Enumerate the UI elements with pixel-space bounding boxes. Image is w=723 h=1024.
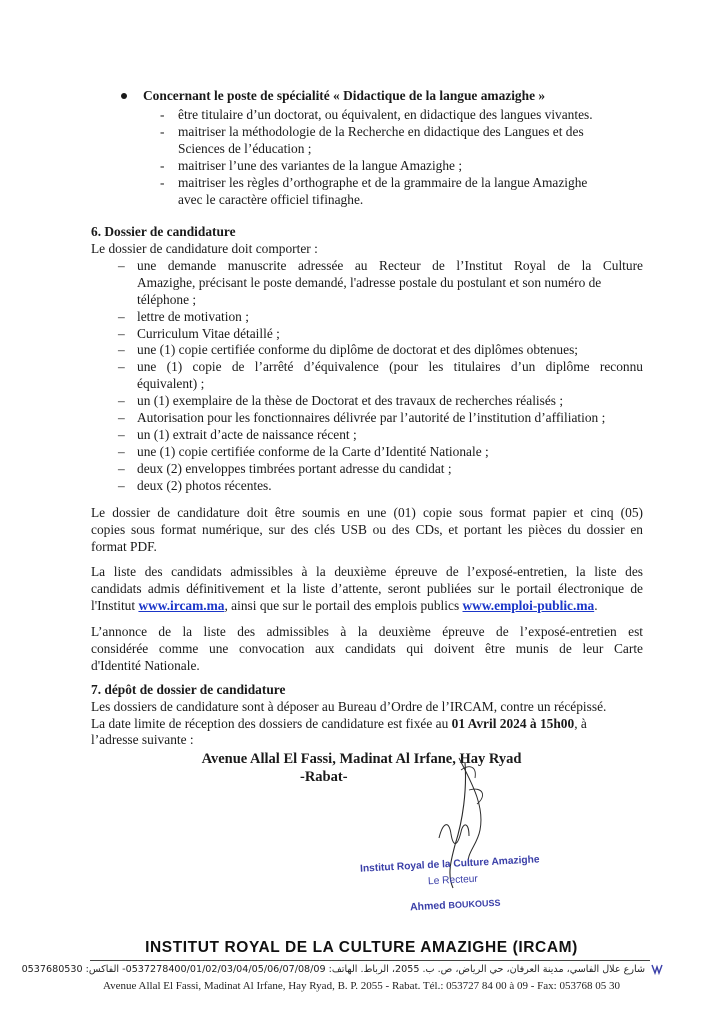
- stamp-role: Le Recteur: [427, 873, 479, 888]
- submission-paragraph-line: Le dossier de candidature doit être soumis en une (01) copie sous format papier et cinq (05): [91, 505, 643, 520]
- specialty-item: être titulaire d’un doctorat, ou équivalent, en didactique des langues vivantes.: [178, 107, 593, 122]
- specialty-item: maitriser l’une des variantes de la langue Amazighe ;: [178, 158, 463, 173]
- document-item: une (1) copie certifiée conforme du diplôme de doctorat et des diplômes obtenues;: [137, 342, 578, 357]
- section-7-title: 7. dépôt de dossier de candidature: [91, 682, 286, 697]
- dash-icon: –: [118, 444, 125, 459]
- text-span: , ainsi que sur le portail des emplois publics: [224, 598, 463, 613]
- dash-icon: -: [160, 158, 165, 173]
- document-item: une (1) copie de l’arrêté d’équivalence (pour les titulaires d’un diplôme reconnu: [137, 359, 643, 374]
- stamp-last-name: BOUKOUSS: [448, 897, 501, 911]
- dash-icon: –: [118, 410, 125, 425]
- dash-icon: -: [160, 124, 165, 139]
- specialty-item: maitriser la méthodologie de la Recherche en didactique des Langues et des: [178, 124, 584, 139]
- dash-icon: –: [118, 309, 125, 324]
- dash-icon: –: [118, 461, 125, 476]
- text-span: .: [594, 598, 598, 613]
- footer-address-arabic: شارع علال الفاسي، مدينة العرفان، حي الرياض، ص. ب. 2055، الرباط. الهاتف: 0537278400/01/02/03/04/05/06/07/08/09- الفاكس: 0537680530: [21, 964, 645, 975]
- document-item: une demande manuscrite adressée au Recteur de l’Institut Royal de la Culture: [137, 258, 643, 273]
- footer-mark-icon: [650, 962, 664, 976]
- text-span: La date limite de réception des dossiers de candidature est fixée au: [91, 716, 452, 731]
- announcement-paragraph-line: considérée comme une convocation aux candidats qui doivent être munis de leur Carte: [91, 641, 643, 656]
- document-item: lettre de motivation ;: [137, 309, 249, 324]
- document-item: Autorisation pour les fonctionnaires délivrée par l’autorité de l’institution d’affiliation ;: [137, 410, 606, 425]
- document-item: téléphone ;: [137, 292, 197, 307]
- stamp-first-name: Ahmed: [409, 899, 446, 914]
- dash-icon: -: [160, 175, 165, 190]
- specialty-item: maitriser les règles d’orthographe et de la grammaire de la langue Amazighe: [178, 175, 588, 190]
- ircam-link[interactable]: www.ircam.ma: [138, 598, 225, 613]
- address-city: -Rabat-: [300, 769, 348, 785]
- document-item: équivalent) ;: [137, 376, 205, 391]
- address-line: Avenue Allal El Fassi, Madinat Al Irfane, Hay Ryad: [201, 751, 522, 767]
- document-item: Amazighe, précisant le poste demandé, l'adresse postale du postulant et son numéro de: [137, 275, 602, 290]
- document-item: deux (2) enveloppes timbrées portant adresse du candidat ;: [137, 461, 452, 476]
- document-item: un (1) exemplaire de la thèse de Doctorat et des travaux de recherches réalisés ;: [137, 393, 564, 408]
- footer-institute-title: INSTITUT ROYAL DE LA CULTURE AMAZIGHE (IRCAM): [145, 939, 578, 956]
- dash-icon: –: [118, 326, 125, 341]
- document-item: deux (2) photos récentes.: [137, 478, 272, 493]
- emploi-public-link[interactable]: www.emploi-public.ma: [462, 598, 595, 613]
- dash-icon: –: [118, 393, 125, 408]
- text-span: l'Institut: [91, 598, 139, 613]
- dash-icon: –: [118, 258, 125, 273]
- submission-paragraph-line: copies sous format numérique, sur des clés USB ou des CDs, et portant les pièces du dossier en: [91, 522, 643, 537]
- specialty-item: avec le caractère officiel tifinaghe.: [178, 192, 364, 207]
- dash-icon: –: [118, 342, 125, 357]
- address-intro: l’adresse suivante :: [91, 732, 194, 747]
- footer-address-french: Avenue Allal El Fassi, Madinat Al Irfane, Hay Ryad, B. P. 2055 - Rabat. Tél.: 053727 84 00 à 09 - Fax: 053768 05 30: [102, 980, 620, 992]
- stamp-institute: Institut Royal de la Culture Amazighe: [359, 854, 540, 875]
- document-item: une (1) copie certifiée conforme de la Carte d’Identité Nationale ;: [137, 444, 489, 459]
- publication-paragraph-line: La liste des candidats admissibles à la deuxième épreuve de l’exposé-entretien, la liste des: [91, 564, 643, 579]
- submission-paragraph-line: format PDF.: [91, 539, 157, 554]
- dash-icon: –: [118, 478, 125, 493]
- deposit-line: Les dossiers de candidature sont à déposer au Bureau d’Ordre de l’IRCAM, contre un récépissé.: [91, 699, 607, 714]
- publication-paragraph-line: candidats admis définitivement et la liste d’attente, seront publiées sur le portail électronique de: [91, 581, 643, 596]
- deadline-line: [91, 716, 587, 733]
- dash-icon: –: [118, 427, 125, 442]
- section-6-title: 6. Dossier de candidature: [91, 224, 236, 239]
- specialty-item: Sciences de l’éducation ;: [178, 141, 312, 156]
- announcement-paragraph-line: L’annonce de la liste des admissibles à la deuxième épreuve de l’exposé-entretien est: [91, 624, 643, 639]
- specialty-heading: Concernant le poste de spécialité « Didactique de la langue amazighe »: [143, 88, 546, 103]
- bullet-icon: [121, 93, 127, 99]
- publication-paragraph-line: [91, 598, 598, 615]
- document-item: un (1) extrait d’acte de naissance récent ;: [137, 427, 357, 442]
- dash-icon: -: [160, 107, 165, 122]
- deadline-date: 01 Avril 2024 à 15h00: [451, 716, 575, 731]
- text-span: , à: [574, 716, 587, 731]
- section-6-intro: Le dossier de candidature doit comporter :: [91, 241, 318, 256]
- footer-divider: [90, 960, 650, 961]
- document-item: Curriculum Vitae détaillé ;: [137, 326, 280, 341]
- dash-icon: –: [118, 359, 125, 374]
- stamp-signatory: [410, 897, 501, 914]
- announcement-paragraph-line: d'Identité Nationale.: [91, 658, 200, 673]
